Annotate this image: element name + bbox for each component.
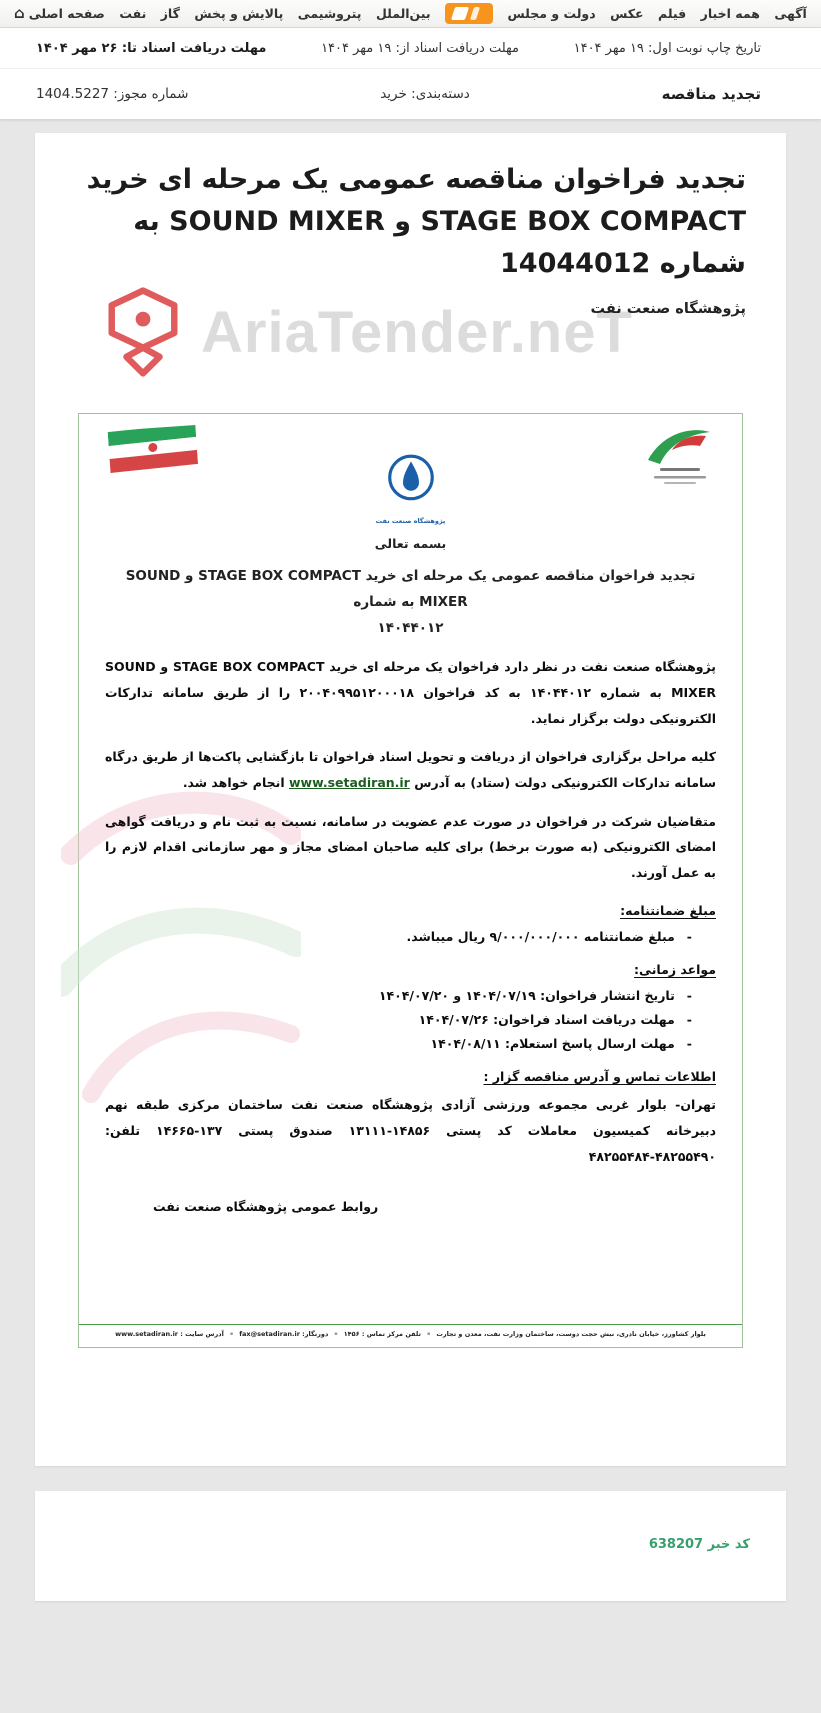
document-letterhead (105, 422, 716, 534)
news-code: کد خبر 638207 (648, 1537, 750, 1552)
docs-receive-until: مهلت دریافت اسناد تا: ۲۶ مهر ۱۴۰۴ (36, 40, 267, 56)
signature-text: روابط عمومی پژوهشگاه صنعت نفت (153, 1199, 379, 1215)
article-title: تجدید فراخوان مناقصه عمومی یک مرحله ای خرید STAGE BOX COMPACT و SOUND MIXER به شماره 14044012 (86, 164, 746, 279)
watermark (97, 283, 633, 381)
license-number: شماره مجوز: 1404.5227 (36, 86, 189, 102)
guarantee-section-heading: مبلغ ضمانتنامه: (620, 903, 716, 919)
nav-item-all-news[interactable]: همه اخبار (700, 6, 760, 21)
top-navigation (0, 0, 821, 28)
document-title-line2: ۱۴۰۴۴۰۱۲ (377, 620, 444, 637)
nav-item-petrochemical[interactable]: پتروشیمی (297, 6, 362, 21)
footer-website: آدرس سایت : www.setadiran.ir (115, 1329, 224, 1338)
contact-text: تهران- بلوار غربی مجموعه ورزشی آزادی پژوهشگاه صنعت نفت ساختمان مرکزی طبقه نهم دبیرخانه کمیسیون معاملات کد پستی ۱۴۸۵۶-۱۳۱۱۱ صندوق پستی ۱۳۷-۱۴۶۶۵ تلفن: ۴۸۲۵۵۴۹۰-۴۸۲۵۵۴۸۴ (105, 1097, 716, 1164)
news-code-card (35, 1491, 786, 1601)
first-print-date: تاریخ چاپ نوبت اول: ۱۹ مهر ۱۴۰۴ (573, 40, 761, 56)
footer-fax: دورنگار: fax@setadiran.ir ▪ (224, 1330, 328, 1338)
document-paragraph-3: متقاضیان شرکت در فراخوان در صورت عدم عضویت در سامانه، نسبت به ثبت نام و دریافت گواهی امضای الکترونیکی (به صورت برخط) برای کلیه صاحبان امضای مجاز و مهر سازمانی اقدام لازم را به عمل آورند. (105, 813, 716, 880)
article-card (35, 133, 786, 1466)
meta-type-row (0, 69, 821, 119)
contact-section-heading: اطلاعات تماس و آدرس مناقصه گزار : (483, 1069, 716, 1085)
nav-item-oil[interactable]: نفت (119, 6, 147, 21)
iran-flag-icon (108, 425, 199, 475)
nav-item-photo[interactable]: عکس (610, 6, 644, 21)
schedule-item (105, 988, 716, 1003)
category-label: دسته‌بندی: خرید (380, 86, 470, 102)
besmele-text: بسمه تعالی (374, 535, 447, 551)
nav-item-video[interactable]: فیلم (658, 6, 687, 21)
tender-meta-header (0, 28, 821, 119)
ripi-logo-icon (380, 450, 442, 512)
document-paragraph-1: پژوهشگاه صنعت نفت در نظر دارد فراخوان یک مرحله ای خرید STAGE BOX COMPACT و SOUND MIXER به شماره ۱۴۰۴۴۰۱۲ به کد فراخوان ۲۰۰۴۰۹۹۵۱۲۰۰۰۱۸ را از طریق سامانه تدارکات الکترونیکی دولت برگزار نماید. (105, 659, 717, 726)
nav-item-ads[interactable]: آگهی (774, 6, 807, 21)
site-logo-icon[interactable] (445, 3, 493, 24)
nav-item-gas[interactable]: گاز (160, 6, 180, 21)
docs-receive-from: مهلت دریافت اسناد از: ۱۹ مهر ۱۴۰۴ (321, 40, 520, 56)
document-title (105, 563, 716, 642)
nav-item-international[interactable]: بین‌الملل (375, 6, 431, 21)
guarantee-item (105, 929, 716, 944)
article-organization: پژوهشگاه صنعت نفت (590, 300, 746, 317)
nav-item-refining[interactable]: پالایش و پخش (194, 6, 284, 21)
meta-dates-row (0, 28, 821, 69)
footer-call-center: تلفن مرکز تماس : ۱۴۵۶ ▪ (328, 1330, 421, 1338)
aria-tender-logo-icon (97, 283, 189, 381)
tender-document-image[interactable] (78, 413, 743, 1348)
notice-type: تجدید مناقصه (661, 85, 761, 103)
nav-item-home-label: صفحه اصلی (28, 6, 105, 21)
guarantee-item-text: مبلغ ضمانتنامه ۹/۰۰۰/۰۰۰/۰۰۰ ریال میباشد. (406, 929, 675, 945)
document-paragraph-2 (105, 744, 716, 795)
document-footer (79, 1324, 742, 1347)
schedule-item-text: تاریخ انتشار فراخوان: ۱۴۰۴/۰۷/۱۹ و ۱۴۰۴/۰۷/۲۰ (378, 988, 675, 1004)
schedule-item-text: مهلت دریافت اسناد فراخوان: ۱۴۰۴/۰۷/۲۶ (418, 1012, 675, 1028)
ripi-logo-caption: پژوهشگاه صنعت نفت (375, 516, 446, 525)
document-paragraph-2-post: انجام خواهد شد. (182, 774, 289, 790)
home-icon: ⌂ (14, 4, 25, 22)
schedule-item (105, 1012, 716, 1027)
dash-bullet (687, 929, 692, 944)
document-title-line1: تجدید فراخوان مناقصه عمومی یک مرحله ای خرید STAGE BOX COMPACT و SOUND MIXER به شماره (125, 567, 696, 610)
ripi-logo (351, 450, 471, 525)
dash-bullet (687, 988, 692, 1003)
dash-bullet (687, 1012, 692, 1027)
setadiran-link: www.setadiran.ir (289, 774, 410, 790)
schedule-section-heading: مواعد زمانی: (634, 962, 716, 978)
document-paragraph-2-pre: کلیه مراحل برگزاری فراخوان از دریافت و تحویل اسناد فراخوان تا بازگشایی پاکت‌ها از طریق درگاه سامانه تدارکات الکترونیکی دولت (ستاد) به آدرس (105, 749, 716, 790)
setad-logo-icon (642, 424, 716, 486)
nav-item-government[interactable]: دولت و مجلس (507, 6, 596, 21)
dash-bullet (687, 1036, 692, 1051)
footer-address: بلوار کشاورز، خیابان نادری، نبش حجت دوست، ساختمان وزارت نفت، معدن و تجارت ▪ (421, 1330, 706, 1338)
schedule-item (105, 1036, 716, 1051)
schedule-item-text: مهلت ارسال پاسخ استعلام: ۱۴۰۴/۰۸/۱۱ (430, 1036, 675, 1052)
watermark-text: AriaTender.neT (201, 299, 633, 365)
nav-item-home[interactable] (14, 6, 105, 21)
